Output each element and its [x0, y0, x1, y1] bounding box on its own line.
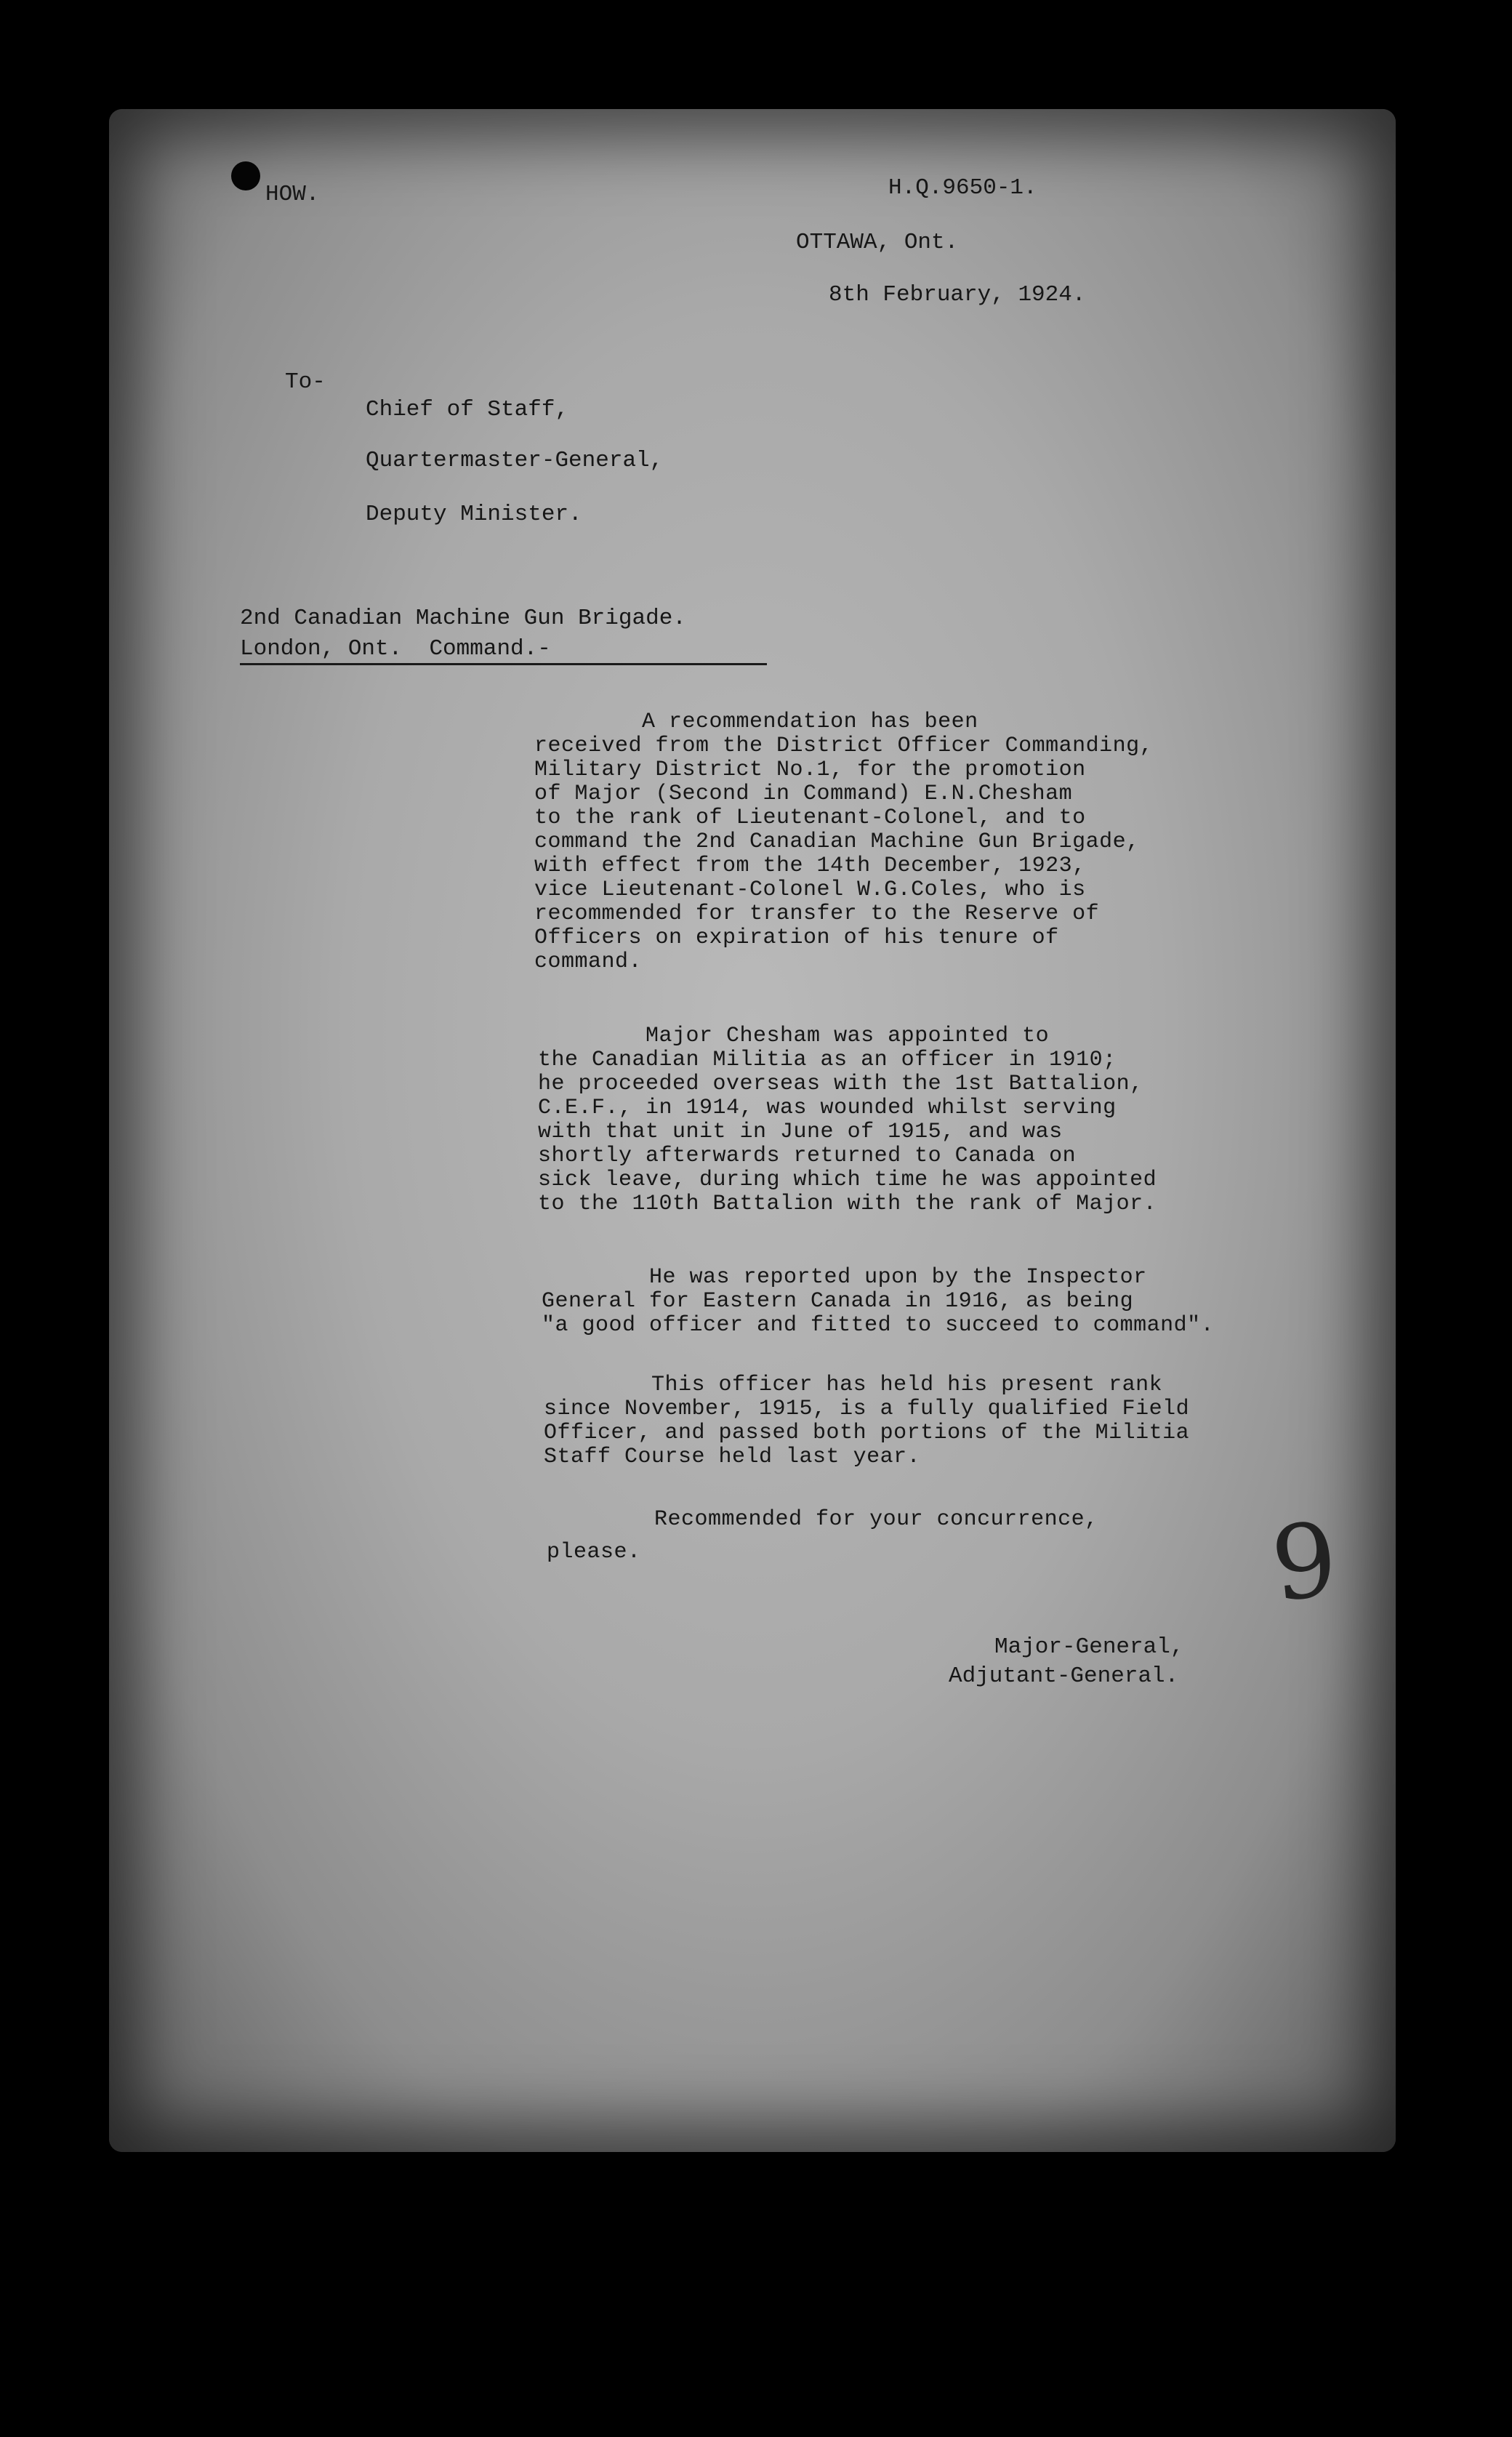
- body-line: He was reported upon by the Inspector: [542, 1265, 1147, 1290]
- body-line: with effect from the 14th December, 1923,: [534, 854, 1086, 878]
- body-line: Officer, and passed both portions of the Militia: [544, 1421, 1190, 1445]
- signature-rank: Major-General,: [994, 1634, 1184, 1660]
- subject-line-2: London, Ont. Command.-: [240, 638, 767, 665]
- body-line: please.: [547, 1540, 641, 1565]
- body-line: the Canadian Militia as an officer in 1910;: [538, 1048, 1117, 1072]
- body-line: Military District No.1, for the promotion: [534, 758, 1086, 782]
- body-line: command.: [534, 949, 643, 974]
- handwritten-folio-number: 9: [1266, 1500, 1343, 1626]
- ink-blot: [231, 161, 260, 190]
- body-line: General for Eastern Canada in 1916, as being: [542, 1289, 1134, 1314]
- body-line: "a good officer and fitted to succeed to command".: [542, 1313, 1215, 1338]
- body-line: he proceeded overseas with the 1st Battalion,: [538, 1072, 1143, 1096]
- recipient: Chief of Staff,: [366, 397, 569, 422]
- signature-title: Adjutant-General.: [949, 1663, 1179, 1689]
- date: 8th February, 1924.: [829, 282, 1086, 308]
- recipient: Quartermaster-General,: [366, 448, 664, 473]
- body-line: to the rank of Lieutenant-Colonel, and to: [534, 806, 1086, 830]
- body-line: received from the District Officer Commanding,: [534, 734, 1154, 758]
- body-line: Recommended for your concurrence,: [547, 1507, 1098, 1532]
- body-line: recommended for transfer to the Reserve of: [534, 902, 1100, 926]
- body-line: C.E.F., in 1914, was wounded whilst serving: [538, 1096, 1117, 1120]
- to-label: To-: [285, 369, 326, 395]
- body-line: Officers on expiration of his tenure of: [534, 926, 1059, 950]
- body-line: shortly afterwards returned to Canada on: [538, 1144, 1077, 1168]
- body-line: A recommendation has been: [534, 710, 978, 734]
- body-line: since November, 1915, is a fully qualified Field: [544, 1397, 1190, 1421]
- body-line: Major Chesham was appointed to: [538, 1024, 1050, 1048]
- subject-line-1: 2nd Canadian Machine Gun Brigade.: [240, 606, 686, 631]
- place: OTTAWA, Ont.: [796, 230, 959, 255]
- body-line: sick leave, during which time he was appointed: [538, 1168, 1157, 1192]
- body-line: command the 2nd Canadian Machine Gun Brigade,: [534, 830, 1140, 854]
- body-line: to the 110th Battalion with the rank of Major.: [538, 1192, 1157, 1216]
- recipient: Deputy Minister.: [366, 502, 582, 527]
- initials: HOW.: [265, 182, 320, 207]
- body-line: This officer has held his present rank: [544, 1373, 1163, 1397]
- body-line: of Major (Second in Command) E.N.Chesham: [534, 782, 1073, 806]
- body-line: vice Lieutenant-Colonel W.G.Coles, who is: [534, 878, 1086, 902]
- body-line: with that unit in June of 1915, and was: [538, 1120, 1063, 1144]
- body-line: Staff Course held last year.: [544, 1445, 921, 1469]
- file-reference: H.Q.9650-1.: [888, 175, 1037, 201]
